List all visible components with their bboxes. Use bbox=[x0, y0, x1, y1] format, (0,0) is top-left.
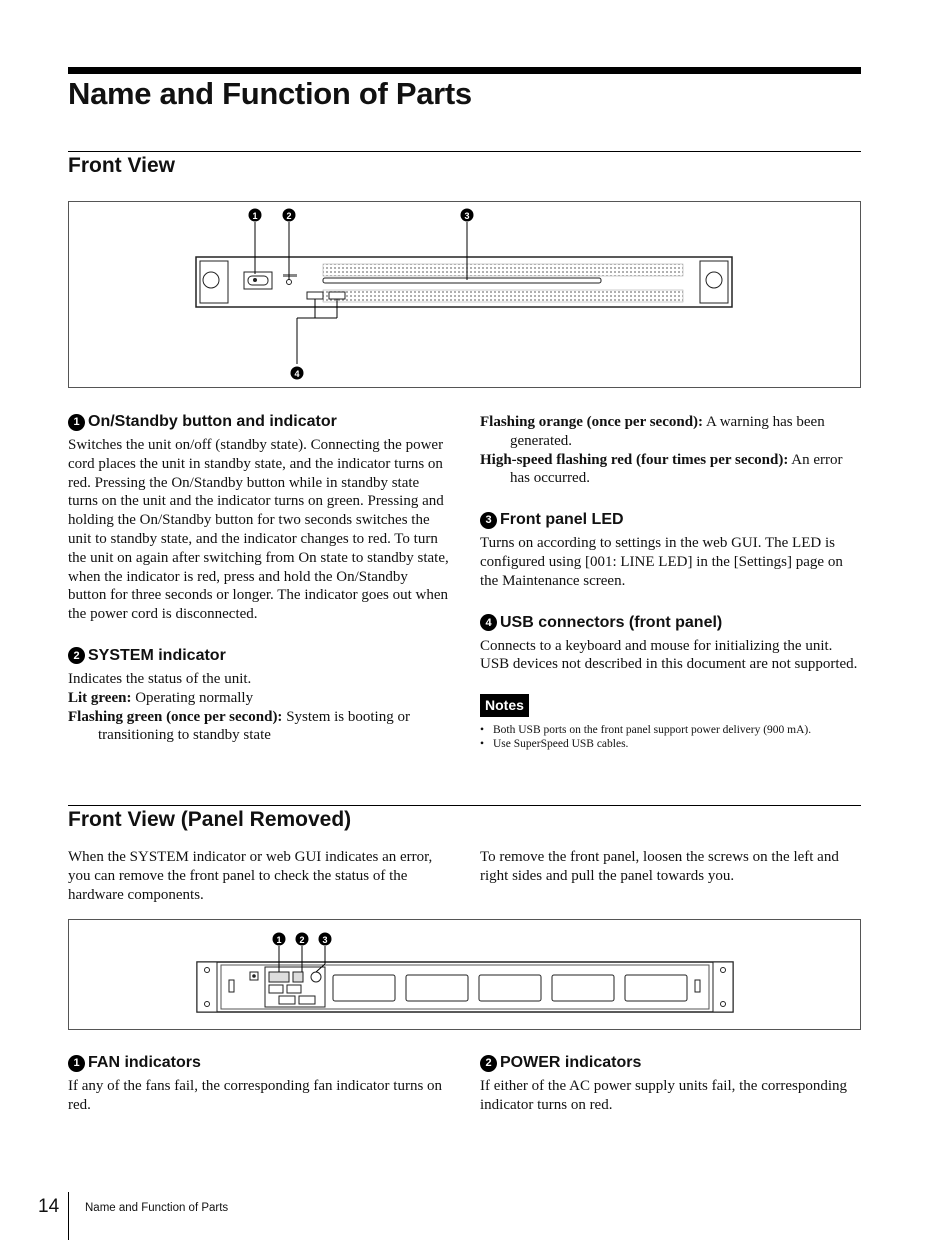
vent-mesh-bottom bbox=[323, 290, 683, 302]
item-heading-power-indicators bbox=[480, 1053, 862, 1073]
bay-4 bbox=[552, 975, 614, 1001]
panel-removed-intro-left: When the SYSTEM indicator or web GUI indicates an error, you can remove the front panel to check the status of the hardware components. bbox=[68, 849, 433, 903]
front-panel-led-description: Turns on according to settings in the web GUI. The LED is configured using [001: LINE LED] in the [Settings] page on the Maintenance screen. bbox=[480, 535, 843, 589]
power-indicators-block bbox=[480, 1053, 862, 1115]
fan-indicators bbox=[269, 972, 289, 982]
item-number-badge: 2 bbox=[68, 647, 85, 664]
usb-port-1 bbox=[307, 292, 323, 299]
item-number-badge: 4 bbox=[480, 614, 497, 631]
item-title: POWER indicators bbox=[500, 1054, 642, 1071]
power-indicators-description: If either of the AC power supply units fail, the corresponding indicator turns on red. bbox=[480, 1078, 848, 1113]
svg-text:2: 2 bbox=[286, 211, 292, 221]
callout-1 bbox=[273, 933, 286, 946]
item-heading-front-panel-led bbox=[480, 510, 862, 530]
item-number-badge: 1 bbox=[68, 414, 85, 431]
section-rule bbox=[68, 805, 861, 806]
section-title-front-view: Front View bbox=[68, 154, 175, 177]
usb-port-2 bbox=[329, 292, 345, 299]
front-view-figure bbox=[68, 201, 861, 388]
note-item: • Both USB ports on the front panel support power delivery (900 mA). bbox=[480, 723, 862, 737]
svg-text:1: 1 bbox=[276, 935, 282, 945]
item-title: FAN indicators bbox=[88, 1054, 201, 1071]
callout-1 bbox=[249, 209, 262, 222]
item-title: USB connectors (front panel) bbox=[500, 613, 723, 631]
svg-text:2: 2 bbox=[299, 935, 305, 945]
item-heading-on-standby bbox=[68, 412, 450, 432]
note-item: • Use SuperSpeed USB cables. bbox=[480, 737, 862, 751]
section-title-panel-removed: Front View (Panel Removed) bbox=[68, 808, 352, 831]
item-title: On/Standby button and indicator bbox=[88, 413, 337, 430]
svg-text:1: 1 bbox=[252, 211, 258, 221]
vent-mesh-top bbox=[323, 264, 683, 276]
svg-text:3: 3 bbox=[322, 935, 328, 945]
usb-port-2 bbox=[299, 996, 315, 1004]
item-number-badge: 2 bbox=[480, 1055, 497, 1072]
front-view-left-column bbox=[68, 412, 450, 745]
item-heading-system-indicator bbox=[68, 646, 450, 666]
footer-section-title: Name and Function of Parts bbox=[85, 1202, 229, 1214]
callout-3 bbox=[461, 209, 474, 222]
fan-indicators-block bbox=[68, 1053, 450, 1115]
notes-badge: Notes bbox=[480, 694, 529, 717]
callout-2 bbox=[283, 209, 296, 222]
bay-2 bbox=[406, 975, 468, 1001]
bay-5 bbox=[625, 975, 687, 1001]
svg-text:4: 4 bbox=[294, 369, 300, 379]
state-flashing-orange: Flashing orange (once per second): A warning has been generated. bbox=[480, 414, 825, 449]
right-mount-hole bbox=[706, 272, 722, 288]
notes-list bbox=[480, 723, 862, 751]
front-panel-led-bar bbox=[323, 278, 601, 283]
item-title: SYSTEM indicator bbox=[88, 646, 226, 664]
usb-port-1 bbox=[279, 996, 295, 1004]
footer-divider bbox=[68, 1192, 69, 1240]
power-button bbox=[248, 276, 268, 285]
item-number-badge: 1 bbox=[68, 1055, 85, 1072]
section-rule bbox=[68, 151, 861, 152]
panel-removed-figure bbox=[68, 919, 861, 1030]
front-view-diagram bbox=[69, 202, 860, 387]
on-standby-description: Switches the unit on/off (standby state). Connecting the power cord places the unit in standby state, and the indicator turns on red. Pressing the On/Standby button while in standby state turns on the unit and the indicator turns on green. Pressing and holding the On/Standby button for two seconds switches the unit to standby state, and the indicator changes to red. To turn the unit on again after switching from On state to standby state, when the indicator is red, press and hold the On/Standby button for three seconds or longer. The indicator goes out when the power cord is disconnected. bbox=[68, 437, 449, 623]
panel-removed-intro-right: To remove the front panel, loosen the screws on the left and right sides and pull the panel towards you. bbox=[480, 849, 839, 884]
bay-1 bbox=[333, 975, 395, 1001]
top-rule bbox=[68, 67, 861, 74]
system-indicator-intro: Indicates the status of the unit. bbox=[68, 670, 252, 687]
state-flashing-green: Flashing green (once per second): System is booting or transitioning to standby state bbox=[68, 708, 410, 744]
state-high-speed-red: High-speed flashing red (four times per second): An error has occurred. bbox=[480, 451, 843, 487]
page-number: 14 bbox=[38, 1196, 60, 1217]
system-indicator bbox=[287, 280, 292, 285]
item-number-badge: 3 bbox=[480, 512, 497, 529]
callout-2 bbox=[296, 933, 309, 946]
callout-4 bbox=[291, 367, 304, 380]
fan-indicators-description: If any of the fans fail, the corresponding fan indicator turns on red. bbox=[68, 1078, 443, 1113]
left-mount-hole bbox=[203, 272, 219, 288]
callout-3 bbox=[319, 933, 332, 946]
state-lit-green: Lit green: Operating normally bbox=[68, 689, 254, 706]
svg-text:3: 3 bbox=[464, 211, 470, 221]
lan-indicator bbox=[311, 972, 321, 982]
item-title: Front panel LED bbox=[500, 511, 624, 529]
power-indicators bbox=[293, 972, 303, 982]
bay-3 bbox=[479, 975, 541, 1001]
front-view-right-column bbox=[480, 413, 862, 751]
page-title: Name and Function of Parts bbox=[68, 76, 472, 111]
item-heading-usb-connectors bbox=[480, 613, 862, 633]
item-heading-fan-indicators bbox=[68, 1053, 450, 1073]
panel-removed-diagram bbox=[69, 920, 860, 1029]
usb-connectors-description: Connects to a keyboard and mouse for initializing the unit. USB devices not described in this document are not supported. bbox=[480, 637, 858, 673]
